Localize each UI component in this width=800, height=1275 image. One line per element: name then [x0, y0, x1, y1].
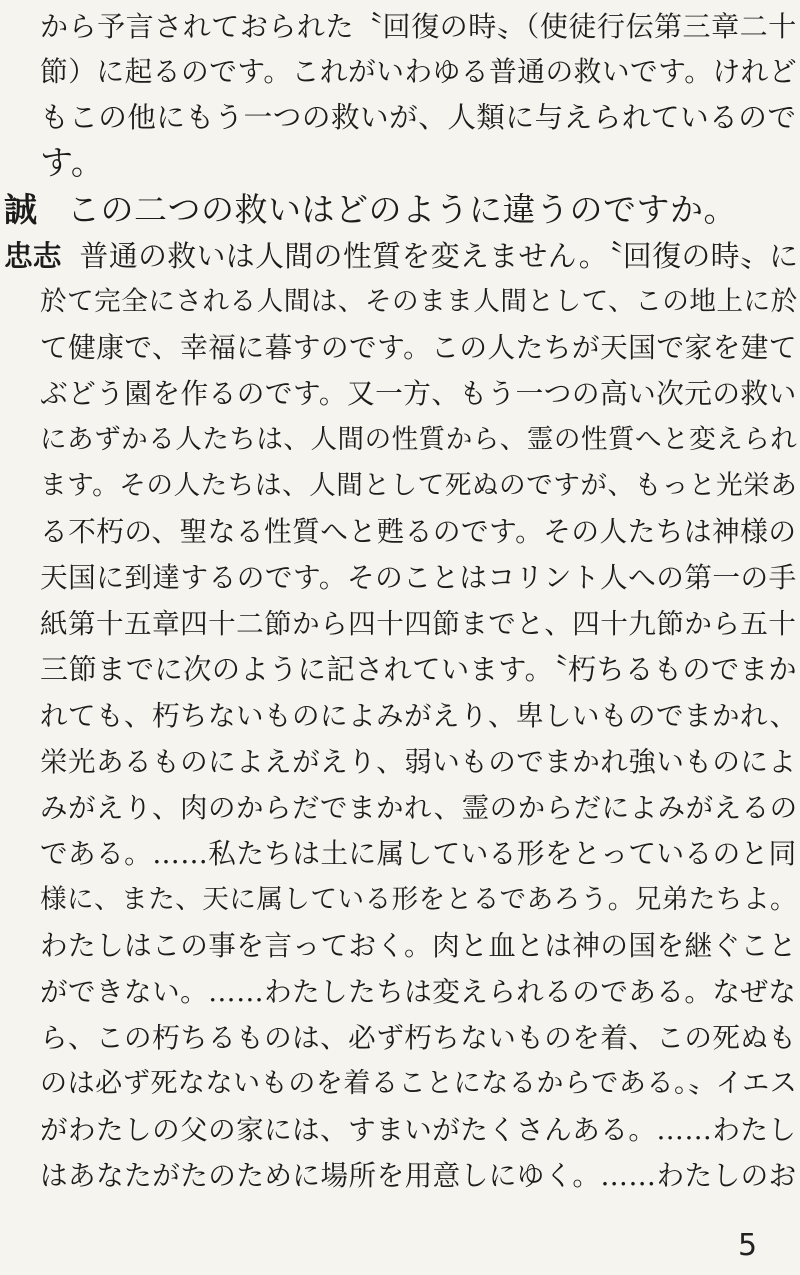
line-text: ます。その人たちは、人間として死ぬのですが、もっと光栄あ: [40, 470, 798, 501]
text-line: [40, 1061, 797, 1107]
line-text: れても、朽ちないものによみがえり、卑しいものでまかれ、: [40, 700, 798, 732]
text-line: [40, 831, 797, 877]
line-text: わたしはこの事を言っておく。肉と血とは神の国を継ぐこと: [40, 930, 797, 962]
line-text: 三節までに次のように記されています。〝朽ちるものでまか: [40, 653, 797, 686]
speaker-label: 忠志: [4, 239, 62, 273]
line-text: て健康で、幸福に暮すのです。この人たちが天国で家を建て: [40, 331, 798, 364]
text-line: [40, 509, 796, 555]
line-text: ができない。……わたしたちは変えられるのである。なぜな: [40, 976, 797, 1008]
line-text: がわたしの父の家には、すまいがたくさんある。……わたし: [40, 1114, 797, 1146]
line-text: 紙第十五章四十二節から四十四節までと、四十九節から五十: [40, 608, 797, 640]
text-line: [40, 1107, 796, 1153]
text-line: [40, 739, 796, 785]
text-line: [40, 877, 797, 923]
line-text: にあずかる人たちは、人間の性質から、霊の性質へと変えられ: [40, 424, 798, 455]
speaker-label: 誠: [4, 190, 37, 229]
line-text: 様に、また、天に属している形をとるであろう。兄弟たちよ。: [40, 884, 798, 915]
line-text: ぶどう園を作るのです。又一方、もう一つの高い次元の救い: [40, 377, 797, 410]
text-line: [40, 49, 797, 95]
text-line: [40, 4, 797, 50]
line-text: この二つの救いはどのように違うのですか。: [67, 190, 737, 229]
text-line: [4, 187, 737, 233]
text-line: [40, 601, 796, 647]
text-line: [40, 1015, 796, 1061]
text-line: [40, 417, 797, 463]
line-text: 天国に到達するのです。そのことはコリント人への第一の手: [40, 561, 797, 594]
text-line: [4, 233, 799, 279]
line-text: みがえり、肉のからだでまかれ、霊のからだによみがえるの: [40, 792, 798, 824]
line-text: る不朽の、聖なる性質へと甦るのです。その人たちは神様の: [40, 515, 797, 548]
line-text: から予言されておられた〝回復の時〟（使徒行伝第三章二十: [40, 10, 797, 43]
line-text: である。……私たちは土に属している形をとっているのと同: [40, 838, 797, 870]
text-line: [40, 969, 796, 1015]
text-line: [40, 325, 797, 371]
line-text: はあなたがたのために場所を用意しにゆく。……わたしのお: [40, 1160, 797, 1192]
text-line: [40, 1153, 797, 1199]
text-line: [40, 463, 797, 509]
text-line: [40, 279, 798, 325]
page-number: 5: [738, 1228, 758, 1263]
text-line: [40, 693, 798, 739]
line-text: 栄光あるものによえがえり、弱いものでまかれ強いものによ: [40, 746, 797, 778]
text-line: [40, 647, 797, 693]
text-line: [40, 555, 797, 601]
text-line: [40, 371, 797, 417]
line-text: 普通の救いは人間の性質を変えません。〝回復の時〟に: [79, 239, 799, 273]
line-text: のは必ず死なないものを着ることになるからである。〟イエス: [40, 1068, 798, 1099]
text-line: [40, 785, 798, 831]
text-line: [40, 140, 104, 186]
text-line: [40, 94, 796, 140]
line-text: 節）に起るのです。これがいわゆる普通の救いです。けれど: [40, 55, 798, 88]
line-text: もこの他にもう一つの救いが、人類に与えられているので: [40, 100, 797, 134]
line-text: す。: [40, 143, 105, 182]
line-text: ら、この朽ちるものは、必ず朽ちないものを着、この死ぬも: [40, 1022, 797, 1054]
text-line: [40, 923, 797, 969]
line-text: 於て完全にされる人間は、そのまま人間として、この地上に於: [40, 286, 798, 317]
